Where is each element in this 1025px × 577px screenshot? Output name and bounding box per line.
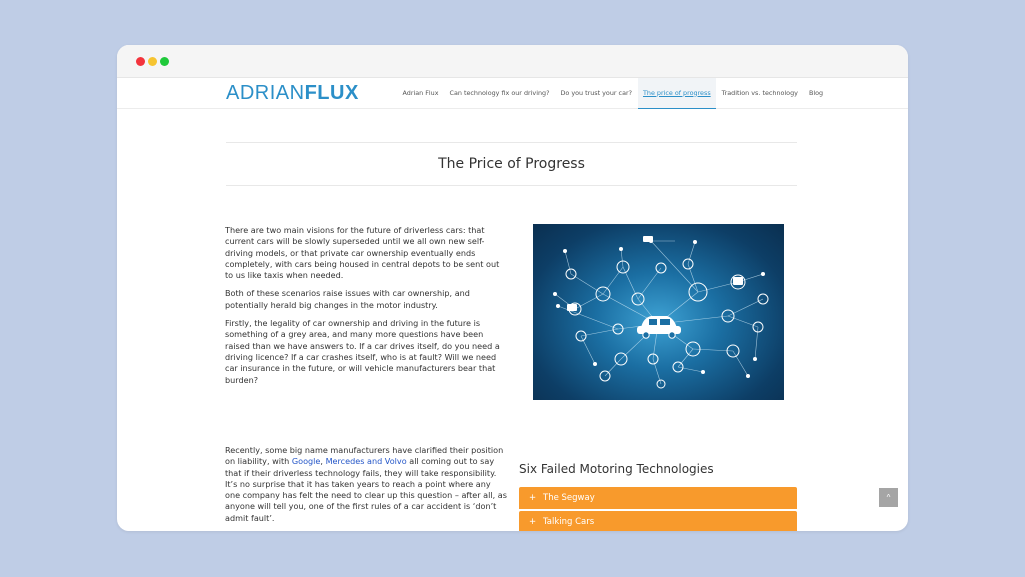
nav-price-of-progress[interactable]: The price of progress	[638, 78, 717, 109]
title-divider-bottom	[226, 185, 797, 186]
nav-tradition-vs-technology[interactable]: Tradition vs. technology	[721, 89, 798, 97]
article-paragraph-liability	[225, 445, 507, 524]
sidebar-title: Six Failed Motoring Technologies	[519, 462, 714, 476]
window-titlebar	[117, 45, 908, 78]
article-paragraph: Both of these scenarios raise issues with car ownership, and potentially herald big changes in the motor industry.	[225, 288, 470, 310]
main-nav	[397, 78, 829, 108]
mercedes-volvo-link[interactable]: Mercedes and Volvo	[325, 456, 407, 467]
accordion-label: The Segway	[543, 493, 595, 503]
logo-text-bold: FLUX	[304, 82, 359, 104]
car-icon	[637, 316, 681, 338]
nav-blog[interactable]: Blog	[808, 89, 824, 97]
nav-can-technology-fix[interactable]: Can technology fix our driving?	[449, 89, 550, 97]
network-graphic	[533, 224, 784, 400]
nav-adrian-flux[interactable]: Adrian Flux	[402, 89, 439, 97]
maximize-window-button[interactable]	[160, 57, 169, 66]
site-header	[117, 78, 908, 109]
paragraph-text: all coming out to say that if their driverless technology fails, they will take responsibility. It’s no surprise that it has taken years to reach a point where any one company has felt the need to clear up this question – after all, as anyone will tell you, one of the first rules of a car accident is ‘don’t admit fault’.	[225, 456, 507, 523]
plus-icon: +	[529, 493, 537, 503]
site-logo[interactable]	[226, 82, 359, 105]
article-column-bottom	[225, 445, 507, 531]
article-paragraph: There are two main visions for the future of driverless cars: that current cars will be slowly superseded until we all own new self-driving models, or that private car ownership eventually ends completely, with cars being housed in central depots to be sent out to us like taxis when needed.	[225, 225, 500, 281]
plus-icon: +	[529, 517, 537, 527]
chevron-up-icon: ^	[886, 493, 891, 502]
page-title: The Price of Progress	[438, 156, 585, 172]
paragraph-text: Recently, some big name manufacturers have clarified their position on liability, with	[225, 445, 504, 467]
accordion-item-talking-cars[interactable]	[519, 511, 797, 531]
article-column-top	[225, 225, 507, 393]
browser-window	[117, 45, 908, 531]
connected-car-illustration	[533, 224, 784, 400]
logo-text-thin: ADRIAN	[226, 82, 305, 104]
minimize-window-button[interactable]	[148, 57, 157, 66]
google-link[interactable]: Google	[291, 456, 321, 467]
back-to-top-button[interactable]	[879, 488, 898, 507]
accordion-label: Talking Cars	[543, 517, 595, 527]
accordion-item-segway[interactable]	[519, 487, 797, 509]
paragraph-text: ,	[320, 456, 326, 467]
close-window-button[interactable]	[136, 57, 145, 66]
article-paragraph: Firstly, the legality of car ownership and driving in the future is something of a grey area, and many more questions have been raised than we have answers to. If a car drives itself, do you need a driving licence? If a car crashes itself, who is at fault? Will we need car insurance in the future, or will vehicle manufacturers bear that burden?	[225, 318, 500, 385]
title-divider-top	[226, 142, 797, 143]
nav-trust-your-car[interactable]: Do you trust your car?	[560, 89, 633, 97]
